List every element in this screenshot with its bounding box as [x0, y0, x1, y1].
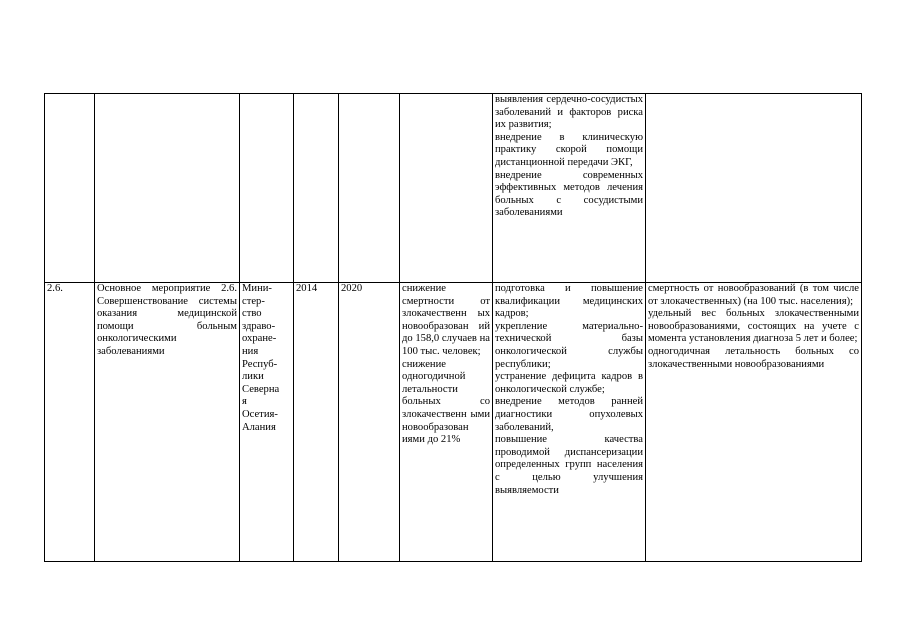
indicators-cell: смертность от новообразований (в том числе от злокачественных) (на 100 тыс. населения); удельный вес больных злокачественными новообразованиями, состоящих на учете с момента установления диагноза 5 лет и более; одногодичная летальность больных со злокачественными новообразованиями [646, 283, 862, 562]
executor-cell: Мини- стер- ство здраво- охране- ния Респуб- лики Северна я Осетия- Алания [240, 283, 294, 562]
program-table [44, 93, 862, 562]
result-cell [400, 94, 493, 283]
actions-cell: подготовка и повышение квалификации медицинских кадров; укрепление материально-технической базы онкологической службы республики; устранение дефицита кадров в онкологической службе; внедрение методов ранней диагностики опухолевых заболеваний, повышение качества проводимой диспансеризации определенных групп населения с целью улучшения выявляемости [493, 283, 646, 562]
table-row [45, 94, 862, 283]
indicators-cell [646, 94, 862, 283]
measure-cell: Основное мероприятие 2.6. Совершенствование системы оказания медицинской помощи больным онкологическими заболеваниями [95, 283, 240, 562]
end-year-cell: 2020 [339, 283, 400, 562]
start-year-cell: 2014 [294, 283, 339, 562]
row-number [45, 94, 95, 283]
table-row [45, 283, 862, 562]
result-cell: снижение смертности от злокачественн ых новообразован ий до 158,0 случаев на 100 тыс. человек; снижение одногодичной летальности больных со злокачественн ыми новообразован иями до 21% [400, 283, 493, 562]
executor-cell [240, 94, 294, 283]
actions-cell: выявления сердечно-сосудистых заболеваний и факторов риска их развития; внедрение в клиническую практику скорой помощи дистанционной передачи ЭКГ, внедрение современных эффективных методов лечения больных с сосудистыми заболеваниями [493, 94, 646, 283]
measure-cell [95, 94, 240, 283]
row-number: 2.6. [45, 283, 95, 562]
end-year-cell [339, 94, 400, 283]
start-year-cell [294, 94, 339, 283]
